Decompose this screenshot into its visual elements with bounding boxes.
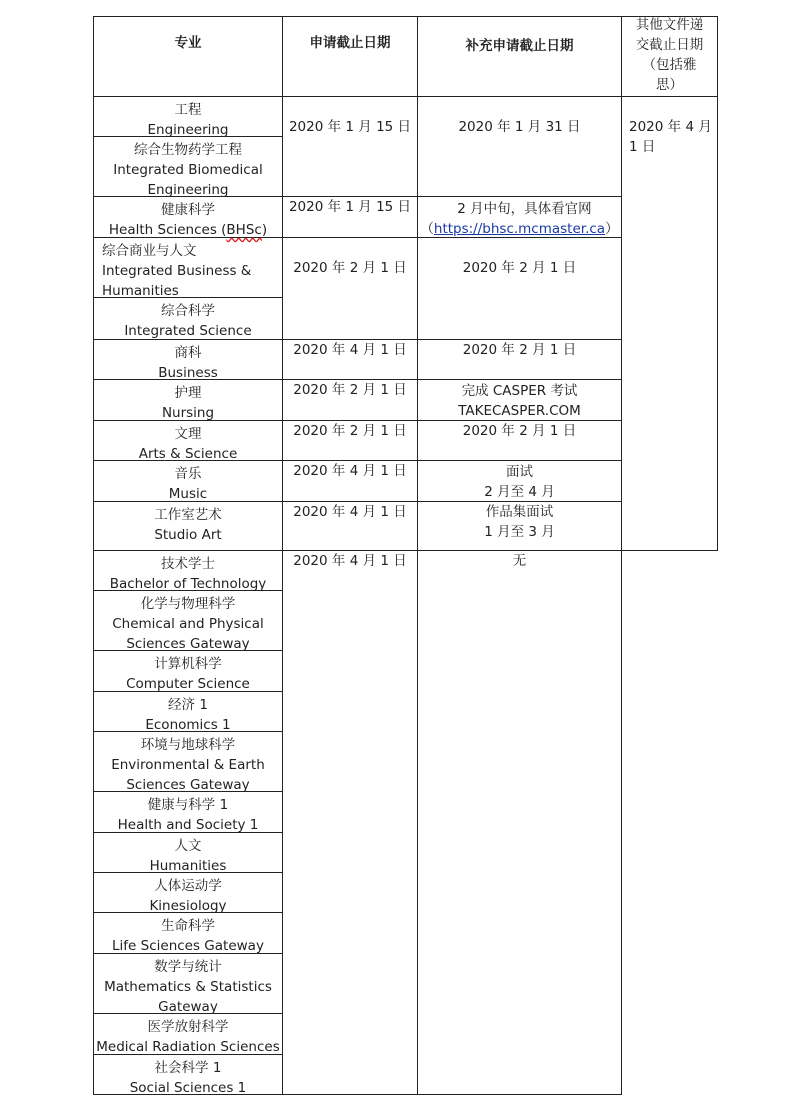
major-studio-art: 工作室艺术 Studio Art [154,507,222,543]
major-chemical-physical-sciences: 化学与物理科学 Chemical and Physical Sciences Gateway [112,596,264,652]
column-divider [621,16,622,1094]
app-deadline-nursing: 2020 年 2 月 1 日 [293,382,407,398]
major-bachelor-of-technology: 技术学士 Bachelor of Technology [109,556,267,592]
major-social-sciences: 社会科学 1 Social Sciences 1 [129,1060,247,1096]
major-integrated-science: 综合科学 Integrated Science [124,303,252,339]
major-computer-science: 计算机科学 Computer Science [126,656,250,692]
app-deadline-music: 2020 年 4 月 1 日 [293,463,407,479]
major-music: 音乐 Music [168,466,208,502]
app-deadline-health-sciences: 2020 年 1 月 15 日 [288,199,412,215]
supp-deadline-business: 2020 年 2 月 1 日 [462,342,577,358]
header-supplementary-deadline: 补充申请截止日期 [465,38,574,54]
major-economics: 经济 1 Economics 1 [145,697,231,733]
major-health-and-society: 健康与科学 1 Health and Society 1 [117,797,259,833]
supp-deadline-integrated: 2020 年 2 月 1 日 [462,260,577,276]
major-humanities: 人文 Humanities [149,838,227,874]
app-deadline-engineering: 2020 年 1 月 15 日 [288,119,412,135]
header-major: 专业 [174,35,202,51]
app-deadline-arts-science: 2020 年 2 月 1 日 [293,423,407,439]
app-deadline-other-programs: 2020 年 4 月 1 日 [293,553,407,569]
major-engineering: 工程 Engineering [147,102,229,138]
major-business: 商科 Business [158,345,218,381]
supp-deadline-other-programs: 无 [512,553,527,569]
major-nursing: 护理 Nursing [161,385,215,421]
app-deadline-integrated: 2020 年 2 月 1 日 [293,260,407,276]
header-application-deadline: 申请截止日期 [309,35,391,51]
major-integrated-biomedical-engineering: 综合生物药学工程 Integrated Biomedical Engineering [113,142,263,198]
major-environmental-earth-sciences: 环境与地球科学 Environmental & Earth Sciences Gateway [111,737,265,793]
supp-deadline-nursing: 完成 CASPER 考试 TAKECASPER.COM [458,383,581,419]
supp-deadline-studio-art: 作品集面试 1 月至 3 月 [484,504,555,540]
other-documents-deadline: 2020 年 4 月 1 日 [629,119,712,155]
supp-deadline-music: 面试 2 月至 4 月 [484,464,555,500]
major-mathematics-statistics: 数学与统计 Mathematics & Statistics Gateway [104,959,272,1015]
supp-deadline-health-sciences: 2 月中旬，具体看官网 （https://bhsc.mcmaster.ca） [420,201,619,237]
major-life-sciences: 生命科学 Life Sciences Gateway [112,918,264,954]
supp-deadline-arts-science: 2020 年 2 月 1 日 [462,423,577,439]
supp-deadline-engineering: 2020 年 1 月 31 日 [458,119,581,135]
app-deadline-studio-art: 2020 年 4 月 1 日 [293,504,407,520]
major-arts-science: 文理 Arts & Science [138,426,238,462]
major-medical-radiation-sciences: 医学放射科学 Medical Radiation Sciences [96,1019,280,1055]
major-integrated-business-humanities: 综合商业与人文 Integrated Business & Humanities [102,243,252,299]
major-kinesiology: 人体运动学 Kinesiology [149,878,227,914]
header-other-documents-deadline: 其他文件递 交截止日期 （包括雅 思） [635,17,704,93]
bhsc-website-link[interactable]: https://bhsc.mcmaster.ca [433,221,606,237]
app-deadline-business: 2020 年 4 月 1 日 [293,342,407,358]
major-health-sciences: 健康科学 Health Sciences (BHSc) [108,202,268,238]
